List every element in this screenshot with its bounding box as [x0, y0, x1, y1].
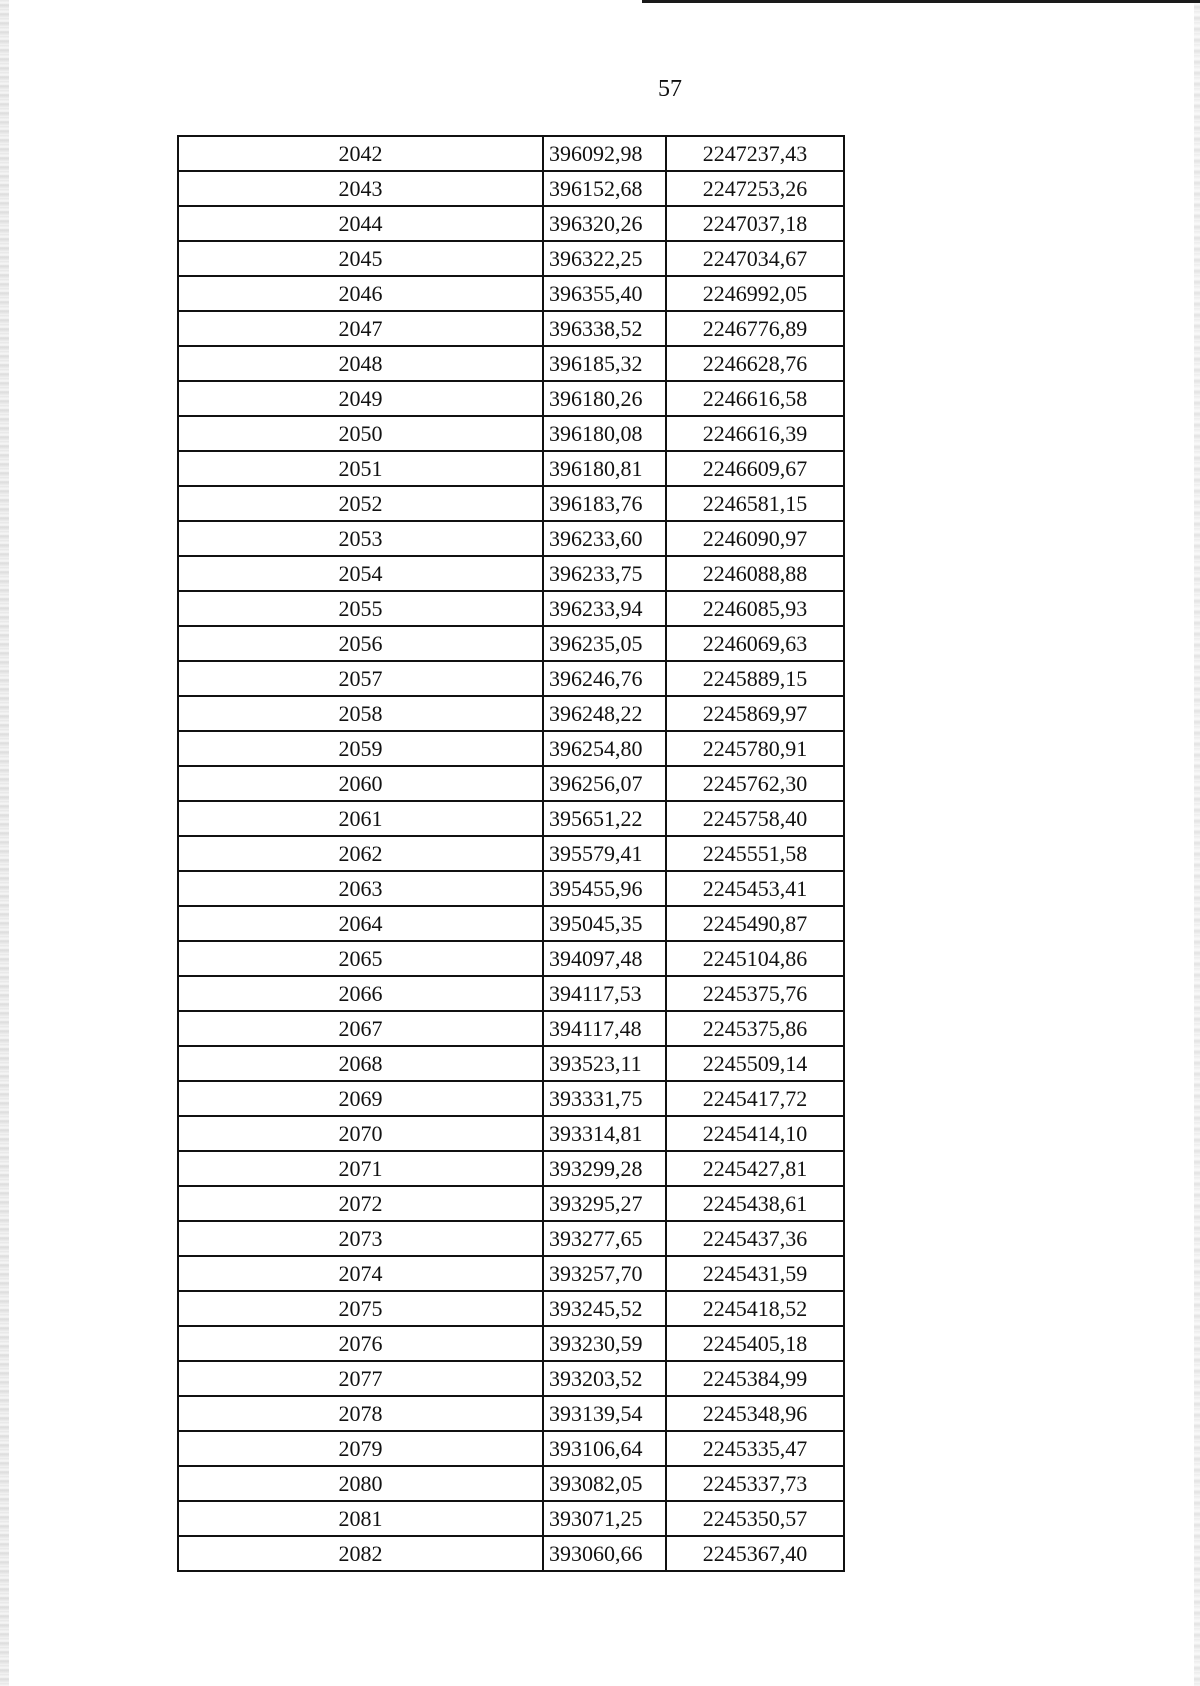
x-coordinate-cell: 393245,52 — [543, 1291, 666, 1326]
x-coordinate-cell: 396233,94 — [543, 591, 666, 626]
coordinates-table — [177, 135, 845, 1572]
x-coordinate-cell: 396233,60 — [543, 521, 666, 556]
x-coordinate-cell: 393257,70 — [543, 1256, 666, 1291]
point-number-cell: 2079 — [178, 1431, 543, 1466]
table-row — [178, 836, 844, 871]
table-row — [178, 1431, 844, 1466]
point-number-cell: 2051 — [178, 451, 543, 486]
point-number-cell: 2070 — [178, 1116, 543, 1151]
y-coordinate-cell: 2246776,89 — [666, 311, 844, 346]
point-number-cell: 2065 — [178, 941, 543, 976]
y-coordinate-cell: 2245438,61 — [666, 1186, 844, 1221]
y-coordinate-cell: 2245490,87 — [666, 906, 844, 941]
table-row — [178, 1501, 844, 1536]
point-number-cell: 2066 — [178, 976, 543, 1011]
point-number-cell: 2081 — [178, 1501, 543, 1536]
point-number-cell: 2059 — [178, 731, 543, 766]
x-coordinate-cell: 396256,07 — [543, 766, 666, 801]
table-row — [178, 731, 844, 766]
point-number-cell: 2060 — [178, 766, 543, 801]
table-row — [178, 661, 844, 696]
point-number-cell: 2046 — [178, 276, 543, 311]
x-coordinate-cell: 396246,76 — [543, 661, 666, 696]
table-row — [178, 1011, 844, 1046]
table-row — [178, 556, 844, 591]
y-coordinate-cell: 2246609,67 — [666, 451, 844, 486]
y-coordinate-cell: 2245780,91 — [666, 731, 844, 766]
y-coordinate-cell: 2245367,40 — [666, 1536, 844, 1571]
x-coordinate-cell: 396322,25 — [543, 241, 666, 276]
y-coordinate-cell: 2246581,15 — [666, 486, 844, 521]
x-coordinate-cell: 396233,75 — [543, 556, 666, 591]
table-row — [178, 1186, 844, 1221]
x-coordinate-cell: 396092,98 — [543, 136, 666, 171]
point-number-cell: 2048 — [178, 346, 543, 381]
table-row — [178, 1151, 844, 1186]
y-coordinate-cell: 2245348,96 — [666, 1396, 844, 1431]
x-coordinate-cell: 393295,27 — [543, 1186, 666, 1221]
table-row — [178, 311, 844, 346]
x-coordinate-cell: 395579,41 — [543, 836, 666, 871]
point-number-cell: 2062 — [178, 836, 543, 871]
scan-edge-left — [0, 0, 9, 1686]
y-coordinate-cell: 2245758,40 — [666, 801, 844, 836]
table-row — [178, 1221, 844, 1256]
x-coordinate-cell: 396355,40 — [543, 276, 666, 311]
table-row — [178, 136, 844, 171]
point-number-cell: 2073 — [178, 1221, 543, 1256]
coordinates-table-body — [178, 136, 844, 1571]
y-coordinate-cell: 2245427,81 — [666, 1151, 844, 1186]
x-coordinate-cell: 393060,66 — [543, 1536, 666, 1571]
point-number-cell: 2050 — [178, 416, 543, 451]
x-coordinate-cell: 393071,25 — [543, 1501, 666, 1536]
x-coordinate-cell: 395455,96 — [543, 871, 666, 906]
point-number-cell: 2061 — [178, 801, 543, 836]
table-row — [178, 1396, 844, 1431]
point-number-cell: 2057 — [178, 661, 543, 696]
table-row — [178, 521, 844, 556]
table-row — [178, 871, 844, 906]
point-number-cell: 2072 — [178, 1186, 543, 1221]
table-row — [178, 941, 844, 976]
x-coordinate-cell: 396152,68 — [543, 171, 666, 206]
y-coordinate-cell: 2245431,59 — [666, 1256, 844, 1291]
y-coordinate-cell: 2245418,52 — [666, 1291, 844, 1326]
y-coordinate-cell: 2245551,58 — [666, 836, 844, 871]
y-coordinate-cell: 2246616,39 — [666, 416, 844, 451]
y-coordinate-cell: 2245453,41 — [666, 871, 844, 906]
point-number-cell: 2045 — [178, 241, 543, 276]
point-number-cell: 2058 — [178, 696, 543, 731]
point-number-cell: 2071 — [178, 1151, 543, 1186]
y-coordinate-cell: 2247034,67 — [666, 241, 844, 276]
x-coordinate-cell: 396320,26 — [543, 206, 666, 241]
table-row — [178, 766, 844, 801]
y-coordinate-cell: 2247037,18 — [666, 206, 844, 241]
x-coordinate-cell: 396180,08 — [543, 416, 666, 451]
table-row — [178, 1326, 844, 1361]
table-row — [178, 801, 844, 836]
table-row — [178, 451, 844, 486]
table-row — [178, 1081, 844, 1116]
y-coordinate-cell: 2246616,58 — [666, 381, 844, 416]
y-coordinate-cell: 2246069,63 — [666, 626, 844, 661]
point-number-cell: 2043 — [178, 171, 543, 206]
y-coordinate-cell: 2245437,36 — [666, 1221, 844, 1256]
page-number: 57 — [658, 76, 682, 102]
y-coordinate-cell: 2245337,73 — [666, 1466, 844, 1501]
x-coordinate-cell: 396338,52 — [543, 311, 666, 346]
x-coordinate-cell: 396180,26 — [543, 381, 666, 416]
point-number-cell: 2042 — [178, 136, 543, 171]
y-coordinate-cell: 2245414,10 — [666, 1116, 844, 1151]
point-number-cell: 2047 — [178, 311, 543, 346]
x-coordinate-cell: 396254,80 — [543, 731, 666, 766]
table-row — [178, 486, 844, 521]
point-number-cell: 2049 — [178, 381, 543, 416]
x-coordinate-cell: 393277,65 — [543, 1221, 666, 1256]
y-coordinate-cell: 2245762,30 — [666, 766, 844, 801]
point-number-cell: 2052 — [178, 486, 543, 521]
x-coordinate-cell: 396248,22 — [543, 696, 666, 731]
point-number-cell: 2055 — [178, 591, 543, 626]
x-coordinate-cell: 393106,64 — [543, 1431, 666, 1466]
table-row — [178, 416, 844, 451]
x-coordinate-cell: 393314,81 — [543, 1116, 666, 1151]
point-number-cell: 2067 — [178, 1011, 543, 1046]
y-coordinate-cell: 2245375,76 — [666, 976, 844, 1011]
y-coordinate-cell: 2245335,47 — [666, 1431, 844, 1466]
point-number-cell: 2075 — [178, 1291, 543, 1326]
table-row — [178, 976, 844, 1011]
point-number-cell: 2069 — [178, 1081, 543, 1116]
y-coordinate-cell: 2245405,18 — [666, 1326, 844, 1361]
y-coordinate-cell: 2246628,76 — [666, 346, 844, 381]
x-coordinate-cell: 394117,53 — [543, 976, 666, 1011]
table-row — [178, 381, 844, 416]
y-coordinate-cell: 2246992,05 — [666, 276, 844, 311]
x-coordinate-cell: 394117,48 — [543, 1011, 666, 1046]
y-coordinate-cell: 2247253,26 — [666, 171, 844, 206]
x-coordinate-cell: 393230,59 — [543, 1326, 666, 1361]
y-coordinate-cell: 2245350,57 — [666, 1501, 844, 1536]
point-number-cell: 2053 — [178, 521, 543, 556]
x-coordinate-cell: 393331,75 — [543, 1081, 666, 1116]
table-row — [178, 1116, 844, 1151]
table-row — [178, 1046, 844, 1081]
x-coordinate-cell: 395045,35 — [543, 906, 666, 941]
point-number-cell: 2056 — [178, 626, 543, 661]
y-coordinate-cell: 2245384,99 — [666, 1361, 844, 1396]
y-coordinate-cell: 2246085,93 — [666, 591, 844, 626]
table-row — [178, 1466, 844, 1501]
table-row — [178, 1291, 844, 1326]
point-number-cell: 2044 — [178, 206, 543, 241]
table-row — [178, 1536, 844, 1571]
table-row — [178, 276, 844, 311]
table-row — [178, 1361, 844, 1396]
y-coordinate-cell: 2245889,15 — [666, 661, 844, 696]
point-number-cell: 2063 — [178, 871, 543, 906]
y-coordinate-cell: 2245104,86 — [666, 941, 844, 976]
y-coordinate-cell: 2246088,88 — [666, 556, 844, 591]
table-row — [178, 1256, 844, 1291]
x-coordinate-cell: 393139,54 — [543, 1396, 666, 1431]
x-coordinate-cell: 396185,32 — [543, 346, 666, 381]
scan-top-bar — [642, 0, 1200, 3]
point-number-cell: 2076 — [178, 1326, 543, 1361]
point-number-cell: 2054 — [178, 556, 543, 591]
x-coordinate-cell: 395651,22 — [543, 801, 666, 836]
x-coordinate-cell: 396180,81 — [543, 451, 666, 486]
x-coordinate-cell: 393523,11 — [543, 1046, 666, 1081]
point-number-cell: 2080 — [178, 1466, 543, 1501]
y-coordinate-cell: 2245869,97 — [666, 696, 844, 731]
scan-edge-right — [1194, 0, 1200, 1686]
point-number-cell: 2077 — [178, 1361, 543, 1396]
table-row — [178, 696, 844, 731]
point-number-cell: 2078 — [178, 1396, 543, 1431]
y-coordinate-cell: 2245509,14 — [666, 1046, 844, 1081]
x-coordinate-cell: 396235,05 — [543, 626, 666, 661]
point-number-cell: 2068 — [178, 1046, 543, 1081]
table-row — [178, 241, 844, 276]
y-coordinate-cell: 2246090,97 — [666, 521, 844, 556]
table-row — [178, 346, 844, 381]
x-coordinate-cell: 393082,05 — [543, 1466, 666, 1501]
x-coordinate-cell: 394097,48 — [543, 941, 666, 976]
table-row — [178, 906, 844, 941]
point-number-cell: 2082 — [178, 1536, 543, 1571]
x-coordinate-cell: 393299,28 — [543, 1151, 666, 1186]
table-row — [178, 591, 844, 626]
y-coordinate-cell: 2245417,72 — [666, 1081, 844, 1116]
y-coordinate-cell: 2247237,43 — [666, 136, 844, 171]
y-coordinate-cell: 2245375,86 — [666, 1011, 844, 1046]
point-number-cell: 2074 — [178, 1256, 543, 1291]
table-row — [178, 206, 844, 241]
table-row — [178, 171, 844, 206]
x-coordinate-cell: 393203,52 — [543, 1361, 666, 1396]
point-number-cell: 2064 — [178, 906, 543, 941]
table-row — [178, 626, 844, 661]
x-coordinate-cell: 396183,76 — [543, 486, 666, 521]
